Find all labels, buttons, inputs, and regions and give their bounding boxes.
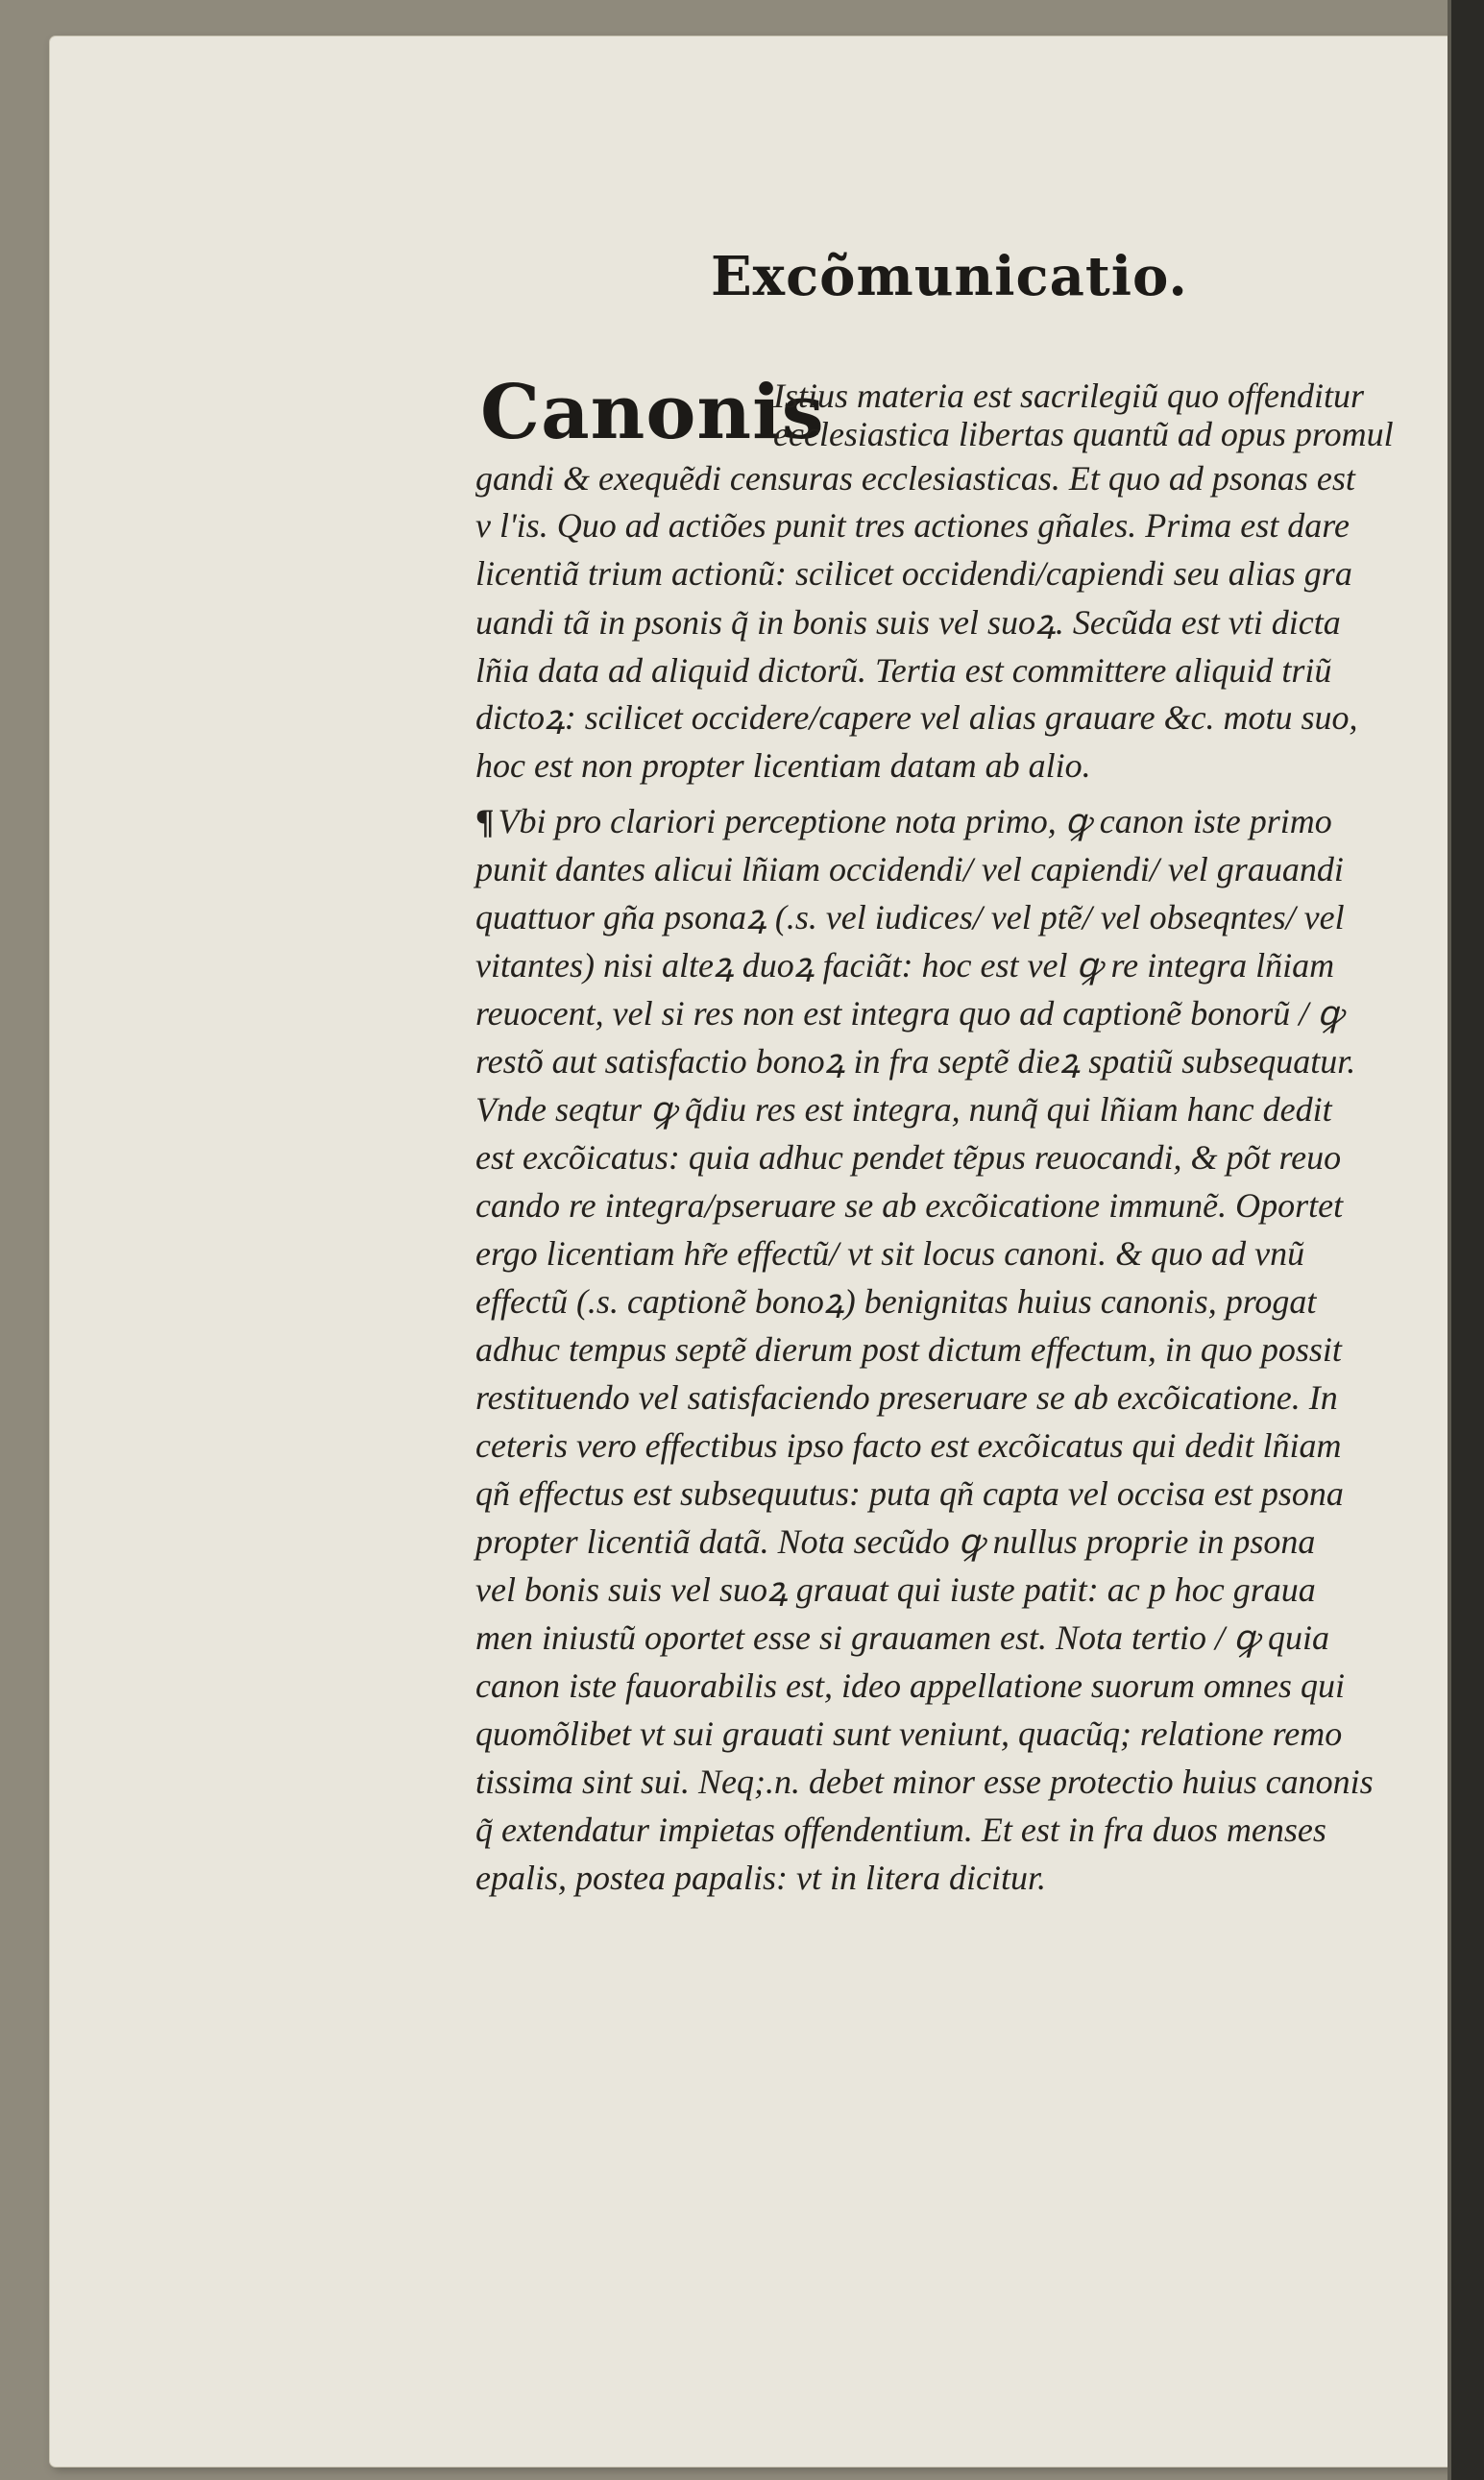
line-text: restituendo vel satisfaciendo preseruare se ab excõicatione. In: [475, 1378, 1338, 1417]
line-text: propter licentiã datã. Nota secũdo ꝙ nullus proprie in psona: [475, 1522, 1316, 1561]
text-line: [475, 459, 1355, 498]
line-text: vel bonis suis vel suoꝝ grauat qui iuste patit: ac p hoc graua: [475, 1570, 1316, 1609]
text-line: [475, 1042, 1355, 1081]
book-edge: [1448, 0, 1484, 2480]
text-line: [475, 1618, 1329, 1657]
text-line: [475, 1811, 1326, 1849]
line-text: v l'is. Quo ad actiões punit tres actiones gñales. Prima est dare: [475, 506, 1350, 545]
line-text: Vbi pro clariori perceptione nota primo, ꝙ canon iste primo: [498, 802, 1332, 840]
text-line: [475, 603, 1341, 642]
line-text: effectũ (.s. captionẽ bonoꝝ) benignitas huius canonis, progat: [475, 1282, 1317, 1321]
line-text: quattuor gña psonaꝝ (.s. vel iudices/ vel ptẽ/ vel obseqntes/ vel: [475, 898, 1345, 936]
line-text: restõ aut satisfactio bonoꝝ in fra septẽ dieꝝ spatiũ subsequatur.: [475, 1042, 1356, 1081]
paragraph-mark: ¶: [475, 802, 495, 840]
line-text: ergo licentiam hr̃e effectũ/ vt sit locus canoni. & quo ad vnũ: [475, 1234, 1305, 1273]
line-text: ecclesiastica libertas quantũ ad opus promul: [773, 415, 1394, 453]
page-heading: Excõmunicatio.: [711, 245, 1188, 308]
text-line: [475, 1330, 1342, 1369]
text-line: [475, 850, 1344, 888]
text-line: [475, 1474, 1344, 1513]
line-text: gandi & exequẽdi censuras ecclesiasticas. Et quo ad psonas est: [475, 459, 1355, 498]
text-line: [475, 554, 1352, 593]
line-text: tissima sint sui. Neq;.n. debet minor esse protectio huius canonis: [475, 1763, 1374, 1801]
line-text: adhuc tempus septẽ dierum post dictum effectum, in quo possit: [475, 1330, 1342, 1369]
text-line: [475, 802, 1332, 840]
line-text: q̃ extendatur impietas offendentium. Et est in fra duos menses: [475, 1811, 1326, 1849]
text-line: [475, 1763, 1374, 1801]
line-text: dictoꝝ: scilicet occidere/capere vel alias grauare &c. motu suo,: [475, 698, 1358, 737]
text-line: [475, 1426, 1341, 1465]
line-text: reuocent, vel si res non est integra quo ad captionẽ bonorũ / ꝙ: [475, 994, 1344, 1033]
line-text: uandi tã in psonis q̃ in bonis suis vel suoꝝ. Secũda est vti dicta: [475, 603, 1341, 642]
decorated-initial: Canonis: [480, 369, 825, 456]
text-line: [475, 1090, 1332, 1129]
text-line: [475, 1186, 1343, 1225]
text-line: [475, 1378, 1338, 1417]
line-text: Istius materia e‍st sacrilegiũ quo offenditur: [773, 377, 1364, 415]
line-text: est excõicatus: quia adhuc pendet tẽpus reuocandi, & põt reuo: [475, 1138, 1342, 1177]
text-line: [475, 651, 1331, 690]
text-line: [475, 1666, 1345, 1705]
text-line: [475, 1138, 1341, 1177]
text-line: [475, 946, 1334, 985]
text-line: [773, 415, 1394, 453]
line-text: Vnde seqtur ꝙ q̃diu res est integra, nunq̃ qui lñiam hanc dedit: [475, 1090, 1332, 1129]
text-line: [475, 898, 1345, 936]
line-text: epalis, postea papalis: vt in litera dicitur.: [475, 1859, 1046, 1897]
text-line: [475, 994, 1343, 1033]
line-text: licentiã trium actionũ: scilicet occidendi/capiendi seu alias gra: [475, 554, 1352, 593]
line-text: hoc est non propter licentiam datam ab alio.: [475, 746, 1091, 785]
text-line: [475, 698, 1358, 737]
line-text: men iniustũ oportet esse si grauamen est. Nota tertio / ꝙ quia: [475, 1618, 1329, 1657]
text-line: [773, 377, 1364, 415]
line-text: quomõlibet vt sui grauati sunt veniunt, quacũq; relatione remo: [475, 1714, 1343, 1753]
line-text: qñ effectus est subsequutus: puta qñ capta vel occisa est psona: [475, 1474, 1344, 1513]
line-text: punit dantes alicui lñiam occidendi/ vel capiendi/ vel grauandi: [475, 850, 1344, 888]
text-line: [475, 1859, 1046, 1897]
text-line: [475, 1522, 1315, 1561]
text-line: [475, 746, 1091, 785]
line-text: canon iste fauorabilis est, ideo appellatione suorum omnes qui: [475, 1666, 1345, 1705]
text-line: [475, 1714, 1342, 1753]
text-line: [475, 1570, 1316, 1609]
text-line: [475, 1282, 1316, 1321]
line-text: vitantes) nisi alteꝝ duoꝝ faciãt: hoc est vel ꝙ re integra lñiam: [475, 946, 1335, 985]
line-text: cando re integra/pseruare se ab excõicatione immunẽ. Oportet: [475, 1186, 1344, 1225]
line-text: lñia data ad aliquid dictorũ. Tertia est committere aliquid triũ: [475, 651, 1332, 690]
text-line: [475, 1234, 1304, 1273]
text-line: [475, 506, 1350, 545]
line-text: ceteris vero effectibus ipso facto est excõicatus qui dedit lñiam: [475, 1426, 1342, 1465]
